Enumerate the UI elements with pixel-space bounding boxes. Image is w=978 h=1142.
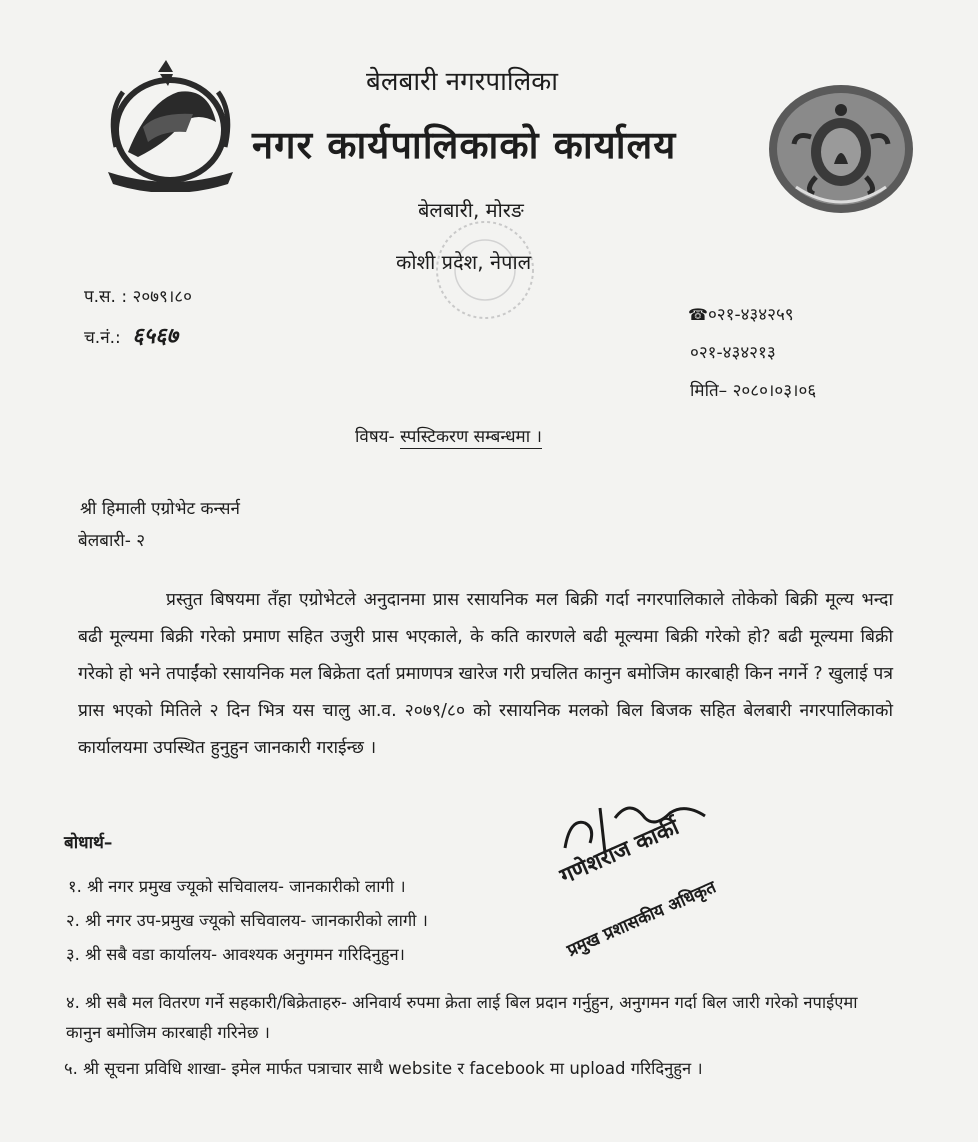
signatory-name: गणेशराज कार्की <box>556 814 683 890</box>
subject-line <box>355 424 542 447</box>
cn-label: च.नं.: <box>84 328 121 348</box>
nepal-emblem-icon <box>98 52 243 192</box>
phone-icon: ☎ <box>688 305 708 324</box>
subject-label: विषय- <box>355 427 395 447</box>
recipient-address: बेलबारी- २ <box>78 531 146 551</box>
cc-title: बोधार्थ– <box>64 833 113 853</box>
ps-value: २०७९।८० <box>132 287 192 307</box>
signature-block <box>535 788 755 962</box>
recipient-name: श्री हिमाली एग्रोभेट कन्सर्न <box>80 499 240 519</box>
ps-label: प.स. : <box>84 287 128 307</box>
cc-item-2: २. श्री नगर उप-प्रमुख ज्यूको सचिवालय- जानकारीको लागी । <box>66 911 428 930</box>
letter-body: प्रस्तुत बिषयमा तँहा एग्रोभेटले अनुदानमा प्रास रसायनिक मल बिक्री गर्दा नगरपालिकाले तोकेको बिक्री मूल्य भन्दा बढी मूल्यमा बिक्री गरेको प्रमाण सहित उजुरी प्रास भएकाले, के कति कारणले बढी मूल्यमा बिक्री गरेको हो? बढी मूल्यमा बिक्री गरेको हो भने तपाईंको रसायनिक मल बिक्रेता दर्ता प्रमाणपत्र खारेज गरी प्रचलित कानुन बमोजिम कारबाही किन नगर्ने ? खुलाई पत्र प्रास भएको मितिले २ दिन भित्र यस चालु आ.व. २०७९/८० को रसायनिक मलको बिल बिजक सहित बेलबारी नगरपालिकाको कार्यालयमा उपस्थित हुनुहुन जानकारी गराईन्छ । <box>78 590 893 758</box>
cn-value: ६५६७ <box>132 324 178 349</box>
letter-date: मिति– २०८०।०३।०६ <box>690 381 817 401</box>
office-title: नगर कार्यपालिकाको कार्यालय <box>252 123 677 167</box>
address-line-1: बेलबारी, मोरङ <box>418 198 524 222</box>
municipality-logo-icon <box>766 82 916 217</box>
cc-item-4: ४. श्री सबै मल वितरण गर्ने सहकारी/बिक्रेताहरु- अनिवार्य रुपमा क्रेता लाई बिल प्रदान गर्नुहुन, अनुगमन गर्दा बिल जारी गरेको नपाईएमा कानुन बमोजिम कारबाही गरिनेछ । <box>66 993 858 1042</box>
cn-reference <box>84 320 178 350</box>
address-line-2: कोशी प्रदेश, नेपाल <box>396 250 532 274</box>
ps-reference <box>84 284 192 307</box>
municipality-name: बेलबारी नगरपालिका <box>366 67 558 97</box>
cc-item-5: ५. श्री सूचना प्रविधि शाखा- इमेल मार्फत पत्राचार साथै website र facebook मा upload गरिदिनुहुन । <box>64 1059 703 1078</box>
phone-line-1 <box>688 302 794 325</box>
phone-number-2: ०२१-४३४२१३ <box>690 343 776 363</box>
subject-text: स्पस्टिकरण सम्बन्धमा । <box>400 427 542 447</box>
cc-item-1: १. श्री नगर प्रमुख ज्यूको सचिवालय- जानकारीको लागी । <box>68 877 406 896</box>
phone-number-1: ०२१-४३४२५९ <box>707 305 794 325</box>
cc-item-3: ३. श्री सबै वडा कार्यालय- आवश्यक अनुगमन गरिदिनुहुन। <box>66 945 405 964</box>
signatory-title: प्रमुख प्रशासकीय अधिकृत <box>564 877 720 962</box>
